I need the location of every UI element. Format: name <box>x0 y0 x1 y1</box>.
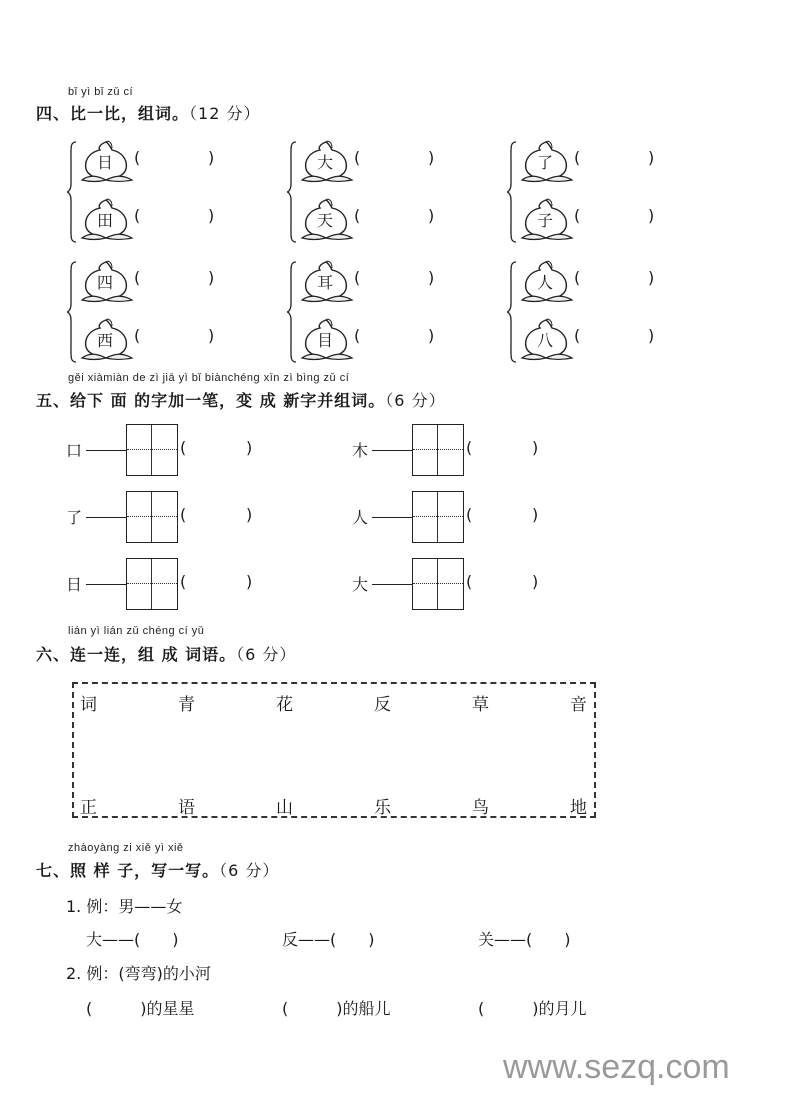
section5-title: 五、给下 面 的字加一笔，变 成 新字并组词。 <box>36 391 386 410</box>
paren-close: ) <box>428 206 435 225</box>
connector-line <box>372 450 412 451</box>
answer-blank[interactable] <box>476 505 526 525</box>
answer-blank[interactable] <box>476 572 526 592</box>
peach-char: 日 <box>96 153 113 172</box>
paren-close: ) <box>246 438 253 457</box>
watermark: www.sezq.com <box>503 1048 730 1086</box>
section7-heading <box>36 858 279 881</box>
q2-example: 2. 例：(弯弯)的小河 <box>66 964 211 983</box>
peach-row <box>78 194 268 244</box>
paren-open: ( <box>180 572 187 591</box>
section4-pinyin: bǐ yì bǐ zǔ cí <box>68 86 134 98</box>
peach-char: 目 <box>316 331 333 350</box>
paren-open: ( <box>574 268 581 287</box>
section7-title: 七、照 样 子，写一写。 <box>36 861 220 880</box>
paren-open: ( <box>466 505 473 524</box>
base-char: 大 <box>352 575 369 594</box>
paren-open: ( <box>466 572 473 591</box>
connect-char-bottom[interactable]: 地 <box>570 798 587 818</box>
paren-close: ) <box>246 505 253 524</box>
section5-score: （6 分） <box>385 391 446 410</box>
paren-open: ( <box>574 206 581 225</box>
add-stroke-item <box>66 491 326 545</box>
peach-char: 四 <box>96 273 113 292</box>
peach-row <box>518 194 708 244</box>
brace-icon <box>286 140 298 244</box>
connect-char-top[interactable]: 草 <box>472 695 489 715</box>
compare-group <box>66 256 266 366</box>
paren-close: ) <box>648 148 655 167</box>
paren-close: ) <box>428 326 435 345</box>
connector-line <box>372 584 412 585</box>
peach-row <box>298 194 488 244</box>
peach-char: 大 <box>316 153 333 172</box>
paren-open: ( <box>134 326 141 345</box>
q2-blank-1[interactable]: ( )的星星 <box>86 999 195 1018</box>
add-stroke-item <box>352 558 612 612</box>
q1-example: 1. 例：男——女 <box>66 897 183 916</box>
paren-close: ) <box>428 268 435 287</box>
paren-open: ( <box>134 268 141 287</box>
answer-blank[interactable] <box>476 438 526 458</box>
paren-close: ) <box>208 148 215 167</box>
connector-line <box>372 517 412 518</box>
peach-char: 人 <box>536 273 553 292</box>
connect-char-bottom[interactable]: 乐 <box>374 798 391 818</box>
connect-char-bottom[interactable]: 山 <box>276 798 293 818</box>
peach-char: 天 <box>316 211 333 230</box>
paren-open: ( <box>134 206 141 225</box>
paren-open: ( <box>354 148 361 167</box>
connect-char-top[interactable]: 花 <box>276 695 293 715</box>
peach-char: 八 <box>536 331 553 350</box>
writing-grid[interactable] <box>126 491 178 543</box>
answer-blank[interactable] <box>190 572 240 592</box>
paren-close: ) <box>246 572 253 591</box>
base-char: 了 <box>66 508 83 527</box>
brace-icon <box>286 260 298 364</box>
peach-row <box>78 136 268 186</box>
base-char: 口 <box>66 441 83 460</box>
brace-icon <box>506 140 518 244</box>
connector-line <box>86 450 126 451</box>
peach-row <box>518 256 708 306</box>
paren-open: ( <box>354 206 361 225</box>
answer-blank[interactable] <box>190 505 240 525</box>
connect-char-bottom[interactable]: 语 <box>178 798 195 818</box>
paren-open: ( <box>354 326 361 345</box>
connector-line <box>86 584 126 585</box>
paren-close: ) <box>648 326 655 345</box>
brace-icon <box>506 260 518 364</box>
base-char: 人 <box>352 508 369 527</box>
connect-char-top[interactable]: 反 <box>374 695 391 715</box>
paren-close: ) <box>428 148 435 167</box>
section5-pinyin: gěi xiàmiàn de zì jiā yì bǐ biànchéng xīn zì bìng zǔ cí <box>68 372 350 384</box>
writing-grid[interactable] <box>126 558 178 610</box>
base-char: 木 <box>352 441 369 460</box>
peach-char: 子 <box>536 211 553 230</box>
connect-char-top[interactable]: 音 <box>570 695 587 715</box>
connector-line <box>86 517 126 518</box>
writing-grid[interactable] <box>412 424 464 476</box>
peach-char: 田 <box>96 211 113 230</box>
paren-close: ) <box>532 572 539 591</box>
writing-grid[interactable] <box>126 424 178 476</box>
paren-close: ) <box>208 326 215 345</box>
paren-close: ) <box>208 206 215 225</box>
paren-open: ( <box>134 148 141 167</box>
section6-score: （6 分） <box>236 645 297 664</box>
section5-heading <box>36 388 446 411</box>
add-stroke-item <box>66 558 326 612</box>
paren-open: ( <box>354 268 361 287</box>
q2-blank-2[interactable]: ( )的船儿 <box>282 999 391 1018</box>
add-stroke-item <box>352 424 612 478</box>
peach-row <box>78 256 268 306</box>
peach-row <box>78 314 268 364</box>
paren-open: ( <box>574 148 581 167</box>
section7-score: （6 分） <box>219 861 280 880</box>
connect-box <box>72 682 596 818</box>
paren-close: ) <box>532 505 539 524</box>
paren-close: ) <box>648 268 655 287</box>
section6-heading <box>36 642 296 665</box>
section4-heading <box>36 101 260 124</box>
paren-close: ) <box>208 268 215 287</box>
peach-row <box>298 314 488 364</box>
paren-open: ( <box>180 505 187 524</box>
section4-score: （12 分） <box>189 104 261 123</box>
connect-char-bottom[interactable]: 正 <box>80 798 97 818</box>
compare-group <box>286 256 486 366</box>
peach-char: 了 <box>536 153 553 172</box>
peach-char: 西 <box>96 331 113 350</box>
writing-grid[interactable] <box>412 558 464 610</box>
peach-row <box>298 256 488 306</box>
peach-row <box>298 136 488 186</box>
q1-blank-2[interactable]: 反——( ) <box>282 930 375 949</box>
add-stroke-item <box>352 491 612 545</box>
q1-blank-3[interactable]: 关——( ) <box>478 930 571 949</box>
section7-pinyin: zhàoyàng zi xiě yì xiě <box>68 842 184 854</box>
section4-title: 四、比一比，组词。 <box>36 104 190 123</box>
connect-char-bottom[interactable]: 鸟 <box>472 798 489 818</box>
section6-title: 六、连一连，组 成 词语。 <box>36 645 237 664</box>
answer-blank[interactable] <box>190 438 240 458</box>
connect-char-top[interactable]: 青 <box>178 695 195 715</box>
compare-group <box>286 136 486 246</box>
compare-group <box>506 136 706 246</box>
peach-row <box>518 136 708 186</box>
peach-char: 耳 <box>316 273 333 292</box>
peach-row <box>518 314 708 364</box>
add-stroke-item <box>66 424 326 478</box>
paren-open: ( <box>466 438 473 457</box>
compare-group <box>506 256 706 366</box>
brace-icon <box>66 140 78 244</box>
connect-char-top[interactable]: 词 <box>80 695 97 715</box>
paren-open: ( <box>574 326 581 345</box>
base-char: 日 <box>66 575 83 594</box>
paren-close: ) <box>648 206 655 225</box>
q2-blank-3[interactable]: ( )的月儿 <box>478 999 587 1018</box>
compare-group <box>66 136 266 246</box>
section6-pinyin: lián yì lián zǔ chéng cí yǔ <box>68 625 205 637</box>
paren-open: ( <box>180 438 187 457</box>
writing-grid[interactable] <box>412 491 464 543</box>
q1-blank-1[interactable]: 大——( ) <box>86 930 179 949</box>
brace-icon <box>66 260 78 364</box>
paren-close: ) <box>532 438 539 457</box>
